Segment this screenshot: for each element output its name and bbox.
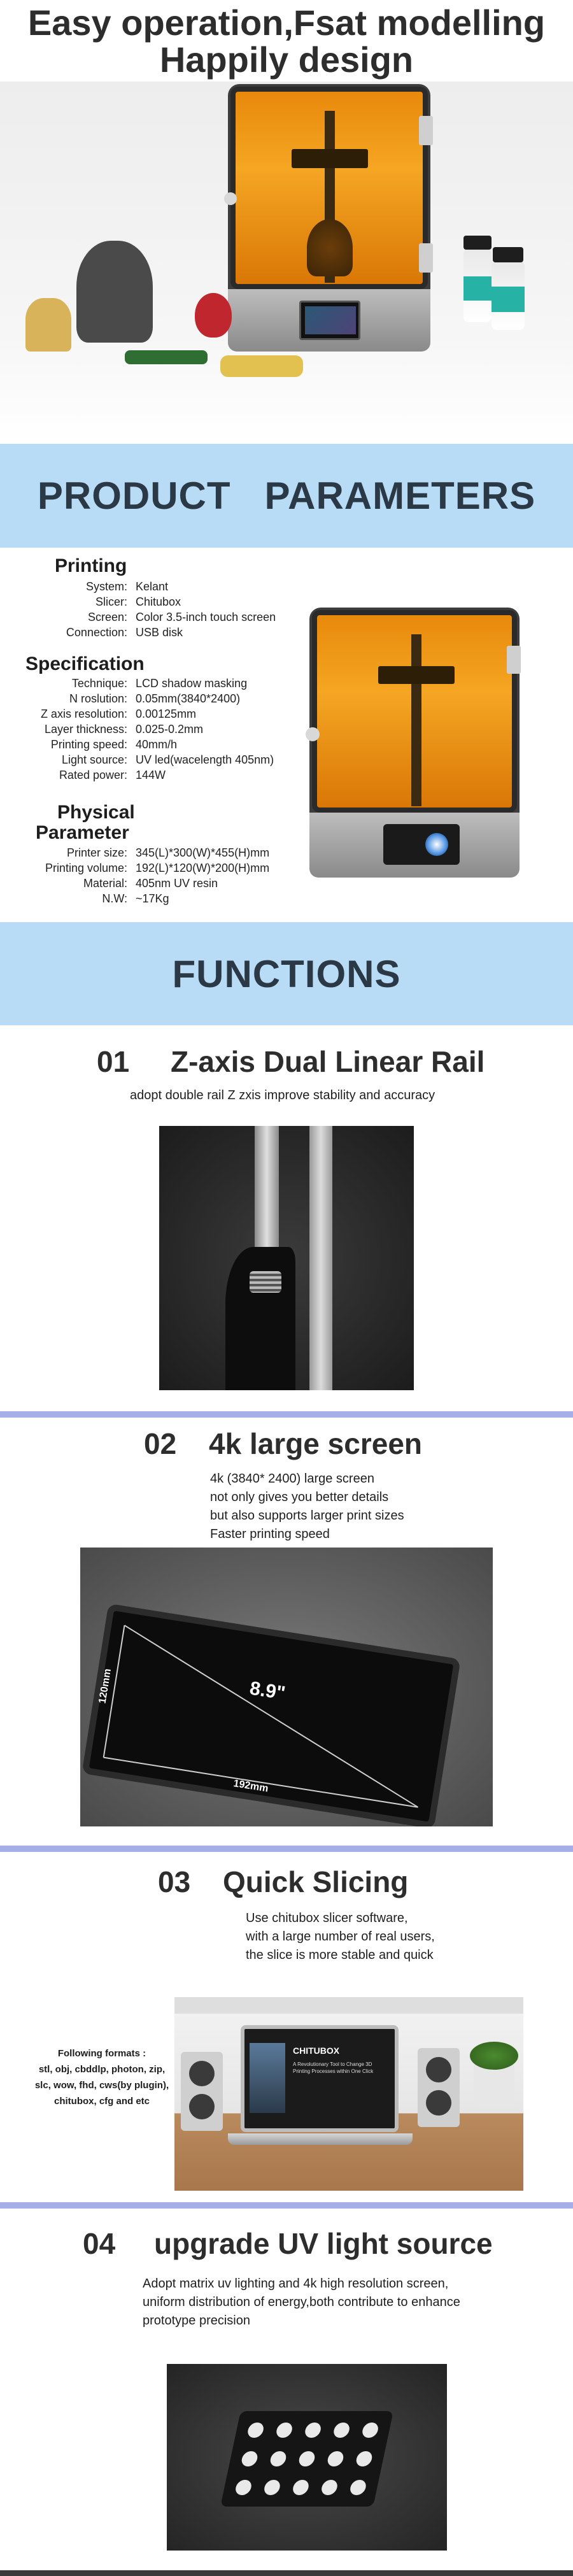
- param-value: 192(L)*120(W)*200(H)mm: [136, 862, 270, 874]
- formats-line: chitubox, cfg and etc: [53, 2096, 150, 2107]
- param-value: Chitubox: [136, 595, 181, 608]
- function-number-01: 01: [97, 1045, 130, 1078]
- param-label: N roslution:: [69, 692, 127, 705]
- functions-band: [0, 922, 573, 1025]
- resin-bottle: [492, 261, 525, 330]
- param-label: Technique:: [71, 677, 127, 690]
- function-desc-line: 4k (3840* 2400) large screen: [210, 1472, 374, 1486]
- param-value: 144W: [136, 769, 166, 781]
- parameters-section: [0, 555, 573, 905]
- param-value: Kelant: [136, 580, 169, 593]
- function-desc-line: with a large number of real users,: [246, 1930, 435, 1944]
- formats-line: stl, obj, cbddlp, photon, zip,: [38, 2064, 166, 2075]
- param-value: 0.05mm(3840*2400): [136, 692, 241, 705]
- uv-light-photo: [167, 2364, 447, 2551]
- param-value: 345(L)*300(W)*455(H)mm: [136, 846, 270, 859]
- laptop-brand: CHITUBOX: [293, 2046, 340, 2056]
- param-label: Printer size:: [66, 846, 127, 859]
- param-label: Light source:: [61, 753, 127, 766]
- physical-heading-line2: Parameter: [36, 822, 129, 843]
- section-divider: [0, 1411, 573, 1418]
- param-value: 0.025-0.2mm: [136, 723, 204, 736]
- function-desc-line: not only gives you better details: [210, 1490, 389, 1504]
- function-desc-line: Adopt matrix uv lighting and 4k high resolution screen,: [143, 2277, 449, 2291]
- hero-title-line1: Easy operation,Fsat modelling: [27, 3, 546, 43]
- function-desc-line: Use chitubox slicer software,: [246, 1911, 408, 1925]
- param-label: Printing speed:: [50, 738, 127, 751]
- specification-heading: Specification: [25, 653, 145, 674]
- param-label: System:: [85, 580, 127, 593]
- param-label: Z axis resolution:: [40, 708, 127, 720]
- physical-heading-line1: Physical: [57, 802, 135, 823]
- function-desc-line: the slice is more stable and quick: [246, 1948, 434, 1962]
- function-title-04: upgrade UV light source: [154, 2227, 493, 2260]
- param-value: 0.00125mm: [136, 708, 197, 720]
- param-value: LCD shadow masking: [136, 677, 248, 690]
- screen-size-label: 8.9": [248, 1677, 287, 1704]
- param-label: Connection:: [66, 626, 127, 639]
- physical-rows: [0, 846, 293, 907]
- param-label: N.W:: [102, 892, 127, 905]
- printed-model-heart: [195, 293, 232, 338]
- printed-model-angel: [25, 298, 71, 352]
- function-desc-line: but also supports larger print sizes: [210, 1509, 404, 1523]
- function-desc-line: Faster printing speed: [210, 1527, 330, 1541]
- section-divider: [0, 2202, 573, 2209]
- function-desc-03: [246, 1909, 435, 1965]
- laptop-tagline: A Revolutionary Tool to Change 3D: [293, 2061, 372, 2067]
- rail-photo: [159, 1126, 414, 1390]
- printer-product-image: [309, 608, 520, 878]
- section-divider: [0, 1846, 573, 1852]
- function-desc-02: [210, 1470, 404, 1544]
- function-desc-01: adopt double rail Z zxis improve stability and accuracy: [130, 1088, 435, 1102]
- function-desc-line: uniform distribution of energy,both contribute to enhance: [143, 2295, 460, 2309]
- footer-bar: [0, 2570, 573, 2576]
- laptop-tagline: Printing Processes within One Click: [293, 2068, 374, 2074]
- specification-rows: [0, 676, 293, 783]
- function-desc-04: [143, 2275, 460, 2330]
- param-value: Color 3.5-inch touch screen: [136, 611, 276, 623]
- param-label: Screen:: [87, 611, 127, 623]
- function-title-01: Z-axis Dual Linear Rail: [171, 1045, 485, 1078]
- function-desc-line: prototype precision: [143, 2314, 250, 2328]
- formats-line: Following formats :: [57, 2048, 146, 2059]
- param-value: 40mm/h: [136, 738, 178, 751]
- param-label: Layer thickness:: [44, 723, 127, 736]
- param-label: Material:: [83, 877, 127, 890]
- supported-formats: [25, 2046, 178, 2109]
- hero-image: [0, 82, 573, 443]
- printed-model-green: [125, 350, 208, 364]
- printed-model-dragon: [76, 241, 153, 343]
- function-number-04: 04: [83, 2227, 116, 2260]
- function-number-03: 03: [158, 1865, 191, 1898]
- printer-illustration: [228, 84, 430, 352]
- param-label: Printing volume:: [45, 862, 127, 874]
- screen-photo: [80, 1548, 493, 1826]
- functions-heading: FUNCTIONS: [172, 952, 401, 995]
- param-value: UV led(wacelength 405nm): [136, 753, 274, 766]
- param-label: Slicer:: [95, 595, 127, 608]
- function-title-03: Quick Slicing: [223, 1865, 409, 1898]
- product-parameters-heading: PRODUCT PARAMETERS: [37, 474, 536, 517]
- screen-width-label: 192mm: [232, 1778, 269, 1795]
- function-title-02: 4k large screen: [209, 1427, 423, 1460]
- printed-model-yellow: [220, 355, 303, 377]
- function-number-02: 02: [144, 1427, 177, 1460]
- laptop-photo: [174, 1997, 523, 2191]
- resin-bottle: [463, 248, 492, 322]
- product-parameters-band: [0, 444, 573, 548]
- formats-line: slc, wow, fhd, cws(by plugin),: [34, 2080, 169, 2091]
- param-label: Rated power:: [59, 769, 127, 781]
- param-value: 405nm UV resin: [136, 877, 218, 890]
- printing-rows: [0, 580, 293, 641]
- hero-title-line2: Happily design: [159, 39, 414, 80]
- screen-height-label: 120mm: [97, 1668, 113, 1705]
- param-value: ~17Kg: [136, 892, 169, 905]
- param-value: USB disk: [136, 626, 183, 639]
- printing-heading: Printing: [55, 555, 127, 576]
- physical-heading: [36, 802, 135, 843]
